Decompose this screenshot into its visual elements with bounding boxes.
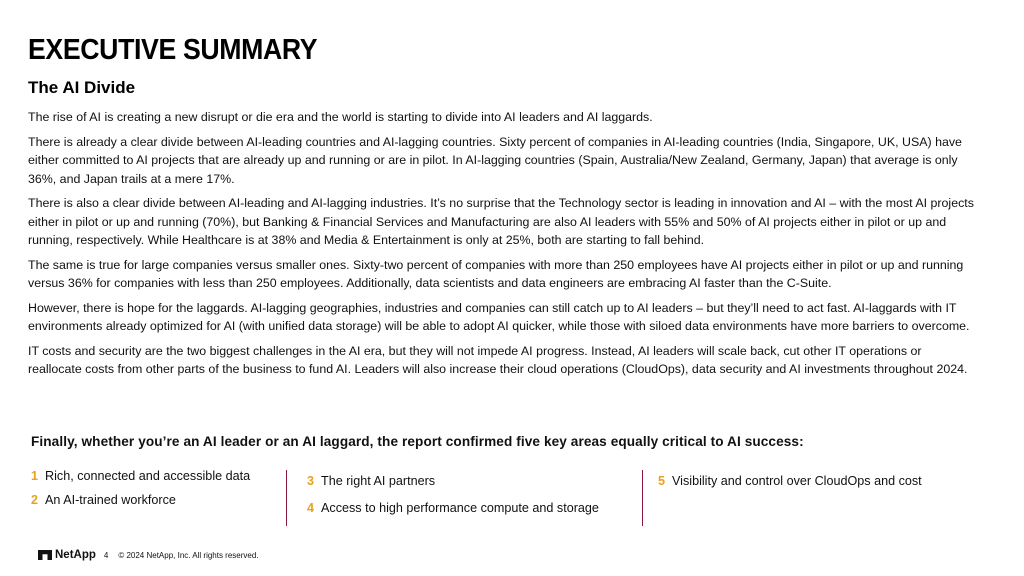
key-areas-callout: Finally, whether you’re an AI leader or an AI laggard, the report confirmed five key areas equally critical to AI success: xyxy=(31,434,804,449)
key-area-text: Visibility and control over CloudOps and cost xyxy=(672,474,922,488)
key-areas-list xyxy=(0,468,1024,528)
key-area-number: 3 xyxy=(307,474,315,488)
paragraph-countries: There is already a clear divide between AI-leading countries and AI-lagging countries. Sixty percent of companies in AI-leading countries (India, Singapore, UK, USA) have either committed to AI projects that are already up and running or are in pilot. In AI-lagging countries (Spain, Australia/New Zealand, Germany, Japan) that average is only 36%, and Japan trails at a mere 17%. xyxy=(28,134,962,186)
paragraph-industries: There is also a clear divide between AI-leading and AI-lagging industries. It’s no surprise that the Technology sector is leading in innovation and AI – with the most AI projects either in pilot or up and running (70%), but Banking & Financial Services and Manufacturing are also AI leaders with 55% and 50% of AI projects either in pilot or up and running, respectively. While Healthcare is at 38% and Media & Entertainment is only at 25%, both are starting to fall behind. xyxy=(28,196,974,247)
copyright-notice: © 2024 NetApp, Inc. All rights reserved. xyxy=(118,550,259,560)
key-area-number: 5 xyxy=(658,474,666,488)
key-area-number: 4 xyxy=(307,501,315,515)
key-areas-column-1 xyxy=(31,468,250,508)
netapp-logo-icon xyxy=(38,550,52,560)
key-area-number: 2 xyxy=(31,493,39,507)
key-areas-column-3 xyxy=(642,470,922,526)
footer xyxy=(38,547,259,563)
page-title: EXECUTIVE SUMMARY xyxy=(28,34,318,66)
logo-text: NetApp xyxy=(55,549,96,561)
key-area-item xyxy=(658,473,922,489)
key-area-item xyxy=(31,468,250,484)
key-area-text: An AI-trained workforce xyxy=(45,493,176,507)
paragraph-intro: The rise of AI is creating a new disrupt or die era and the world is starting to divide into AI leaders and AI laggards. xyxy=(28,110,653,124)
summary-body xyxy=(28,108,978,385)
key-area-item xyxy=(307,500,599,516)
key-area-text: Rich, connected and accessible data xyxy=(45,469,251,483)
paragraph-costs: IT costs and security are the two biggest challenges in the AI era, but they will not impede AI progress. Instead, AI leaders will scale back, cut other IT operations or reallocate costs from other parts of the business to fund AI. Leaders will also increase their cloud operations (CloudOps), data security and AI investments throughout 2024. xyxy=(28,343,968,376)
key-areas-column-2 xyxy=(286,470,599,526)
page-number: 4 xyxy=(103,550,109,560)
key-area-item xyxy=(31,492,250,508)
key-area-text: Access to high performance compute and storage xyxy=(321,501,599,515)
paragraph-company-size: The same is true for large companies versus smaller ones. Sixty-two percent of companies with more than 250 employees have AI projects either in pilot or up and running versus 36% for companies with less than 250 employees. Additionally, data scientists and data engineers are embracing AI faster than the C-Suite. xyxy=(28,257,964,290)
key-area-text: The right AI partners xyxy=(321,474,436,488)
section-subtitle: The AI Divide xyxy=(28,78,136,97)
paragraph-laggards: However, there is hope for the laggards. AI-lagging geographies, industries and companies can still catch up to AI leaders – but they’ll need to act fast. AI-laggards with IT environments already optimized for AI (with unified data storage) will be able to adopt AI quicker, while those with siloed data environments have more barriers to overcome. xyxy=(28,300,970,333)
netapp-logo xyxy=(38,549,96,561)
key-area-number: 1 xyxy=(31,469,39,483)
key-area-item xyxy=(307,473,599,489)
